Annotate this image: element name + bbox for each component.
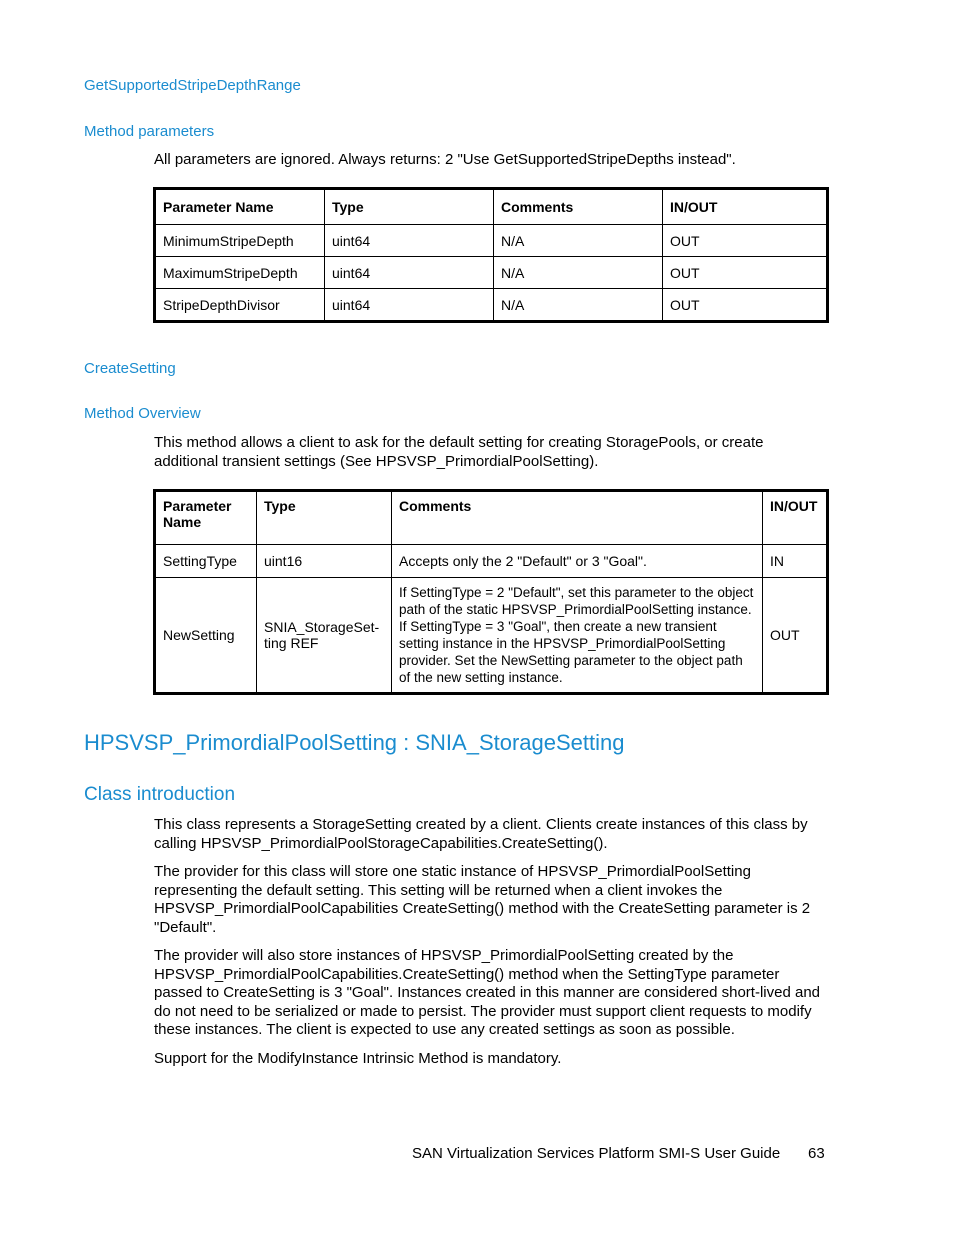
table-cell: N/A <box>494 225 663 257</box>
class-title: HPSVSP_PrimordialPoolSetting : SNIA_StorageSetting <box>84 730 625 755</box>
table-row <box>155 545 828 578</box>
table-row <box>155 225 828 257</box>
table-cell: OUT <box>763 578 828 694</box>
class-paragraph: The provider for this class will store one static instance of HPSVSP_PrimordialPoolSetting representing the default setting. This setting will be returned when a client invokes the HPSVSP_PrimordialPoolCapabilities CreateSetting() method with the CreateSetting parameter is 2 "Default". <box>154 863 811 936</box>
table-cell: NewSetting <box>155 578 257 694</box>
column-header: IN/OUT <box>763 491 828 545</box>
table-cell: uint64 <box>325 257 494 289</box>
table-row <box>155 578 828 694</box>
table-cell: OUT <box>663 257 828 289</box>
subheading-method-overview: Method Overview <box>84 405 201 422</box>
section-heading-getsupportedstripedepthrange: GetSupportedStripeDepthRange <box>84 77 301 94</box>
table-cell: uint64 <box>325 289 494 322</box>
table-header-row <box>155 189 828 225</box>
table-cell: StripeDepthDivisor <box>155 289 325 322</box>
table-cell: Accepts only the 2 "Default" or 3 "Goal". <box>392 545 763 578</box>
stripe-depth-parameters-table <box>153 187 829 323</box>
column-header: Type <box>257 491 392 545</box>
table-cell: uint16 <box>257 545 392 578</box>
table-cell: OUT <box>663 225 828 257</box>
table-cell: OUT <box>663 289 828 322</box>
section-heading-createsetting: CreateSetting <box>84 360 176 377</box>
page-number: 63 <box>808 1145 825 1162</box>
class-paragraph: Support for the ModifyInstance Intrinsic Method is mandatory. <box>154 1050 562 1067</box>
class-paragraph: This class represents a StorageSetting created by a client. Clients create instances of this class by calling HPSVSP_PrimordialPoolStorageCapabilities.CreateSetting(). <box>154 816 808 852</box>
method-parameters-text: All parameters are ignored. Always returns: 2 "Use GetSupportedStripeDepths instead". <box>154 151 736 168</box>
table-cell: SNIA_StorageSet-ting REF <box>257 578 392 694</box>
table-row <box>155 257 828 289</box>
column-header: Parameter Name <box>155 189 325 225</box>
column-header: Type <box>325 189 494 225</box>
table-cell: SettingType <box>155 545 257 578</box>
subheading-method-parameters: Method parameters <box>84 123 215 140</box>
column-header: Comments <box>494 189 663 225</box>
table-header-row <box>155 491 828 545</box>
createsetting-parameters-table <box>153 489 829 695</box>
subheading-class-introduction: Class introduction <box>84 784 236 805</box>
table-row <box>155 289 828 322</box>
table-cell: N/A <box>494 289 663 322</box>
footer-title: SAN Virtualization Services Platform SMI-S User Guide <box>412 1145 781 1162</box>
column-header: IN/OUT <box>663 189 828 225</box>
class-paragraph: The provider will also store instances of HPSVSP_PrimordialPoolSetting created by the HPSVSP_PrimordialPoolCapabilities.CreateSetting() method when the SettingType parameter passed to CreateSetting is 3 "Goal". Instances created in this manner are considered short-lived and do not need to be serialized or made to persist. The provider must support client requests to modify these instances. The client is expected to use any created settings as soon as possible. <box>154 947 821 1038</box>
table-cell: uint64 <box>325 225 494 257</box>
method-overview-text: This method allows a client to ask for the default setting for creating StoragePools, or create additional transient settings (See HPSVSP_PrimordialPoolSetting). <box>154 434 764 470</box>
table-cell: MaximumStripeDepth <box>155 257 325 289</box>
table-cell: If SettingType = 2 "Default", set this parameter to the object path of the static HPSVSP_PrimordialPoolSetting instance. If SettingType = 3 "Goal", then create a new transient setting instance in the HPSVSP_PrimordialPoolSetting provider. Set the NewSetting parameter to the object path of the new setting instance. <box>392 578 763 694</box>
column-header: Parameter Name <box>155 491 257 545</box>
table-cell: N/A <box>494 257 663 289</box>
table-cell: IN <box>763 545 828 578</box>
table-cell: MinimumStripeDepth <box>155 225 325 257</box>
column-header: Comments <box>392 491 763 545</box>
